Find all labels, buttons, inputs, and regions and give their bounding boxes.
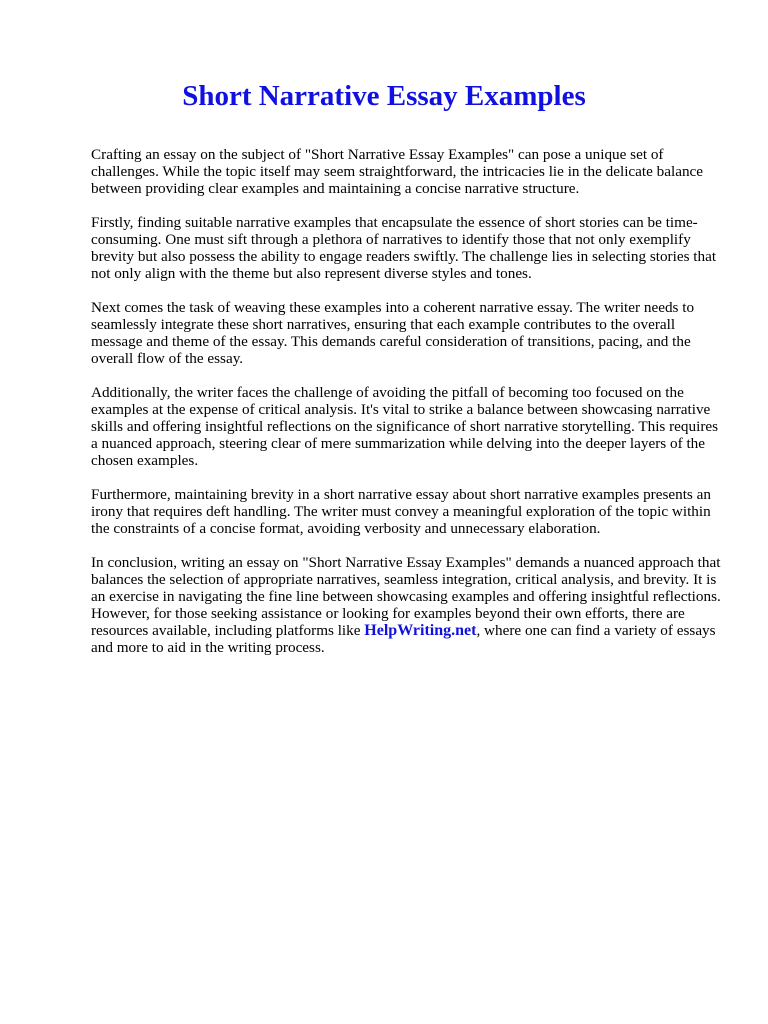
paragraph-firstly: Firstly, finding suitable narrative examples that encapsulate the essence of short stories can be time-consuming. One must sift through a plethora of narratives to identify those that not only exemplify brevity but also possess the ability to engage readers swiftly. The challenge lies in selecting stories that not only align with the theme but also represent diverse styles and tones.: [91, 214, 717, 282]
page-title: Short Narrative Essay Examples: [182, 80, 586, 112]
paragraph-conclusion: [91, 554, 727, 656]
conclusion-text-after-link: , where one can find a variety of essays and more to aid in the writing process.: [91, 622, 716, 656]
paragraph-intro: Crafting an essay on the subject of "Short Narrative Essay Examples" can pose a unique set of challenges. While the topic itself may seem straightforward, the intricacies lie in the delicate balance between providing clear examples and maintaining a concise narrative structure.: [91, 146, 704, 197]
paragraph-furthermore: Furthermore, maintaining brevity in a short narrative essay about short narrative examples presents an irony that requires deft handling. The writer must convey a meaningful exploration of the topic within the constraints of a concise format, avoiding verbosity and unnecessary elaboration.: [91, 486, 711, 537]
paragraph-next: Next comes the task of weaving these examples into a coherent narrative essay. The writer needs to seamlessly integrate these short narratives, ensuring that each example contributes to the overall message and theme of the essay. This demands careful consideration of transitions, pacing, and the overall flow of the essay.: [91, 299, 695, 367]
conclusion-text-before-link: In conclusion, writing an essay on "Short Narrative Essay Examples" demands a nuanced approach that balances the selection of appropriate narratives, seamless integration, critical analysis, and brevity. It is an exercise in navigating the fine line between showcasing examples and offering insightful reflections. However, for those seeking assistance or looking for examples beyond their own efforts, there are resources available, including platforms like: [91, 554, 721, 639]
helpwriting-link[interactable]: HelpWriting.net: [364, 622, 477, 639]
essay-body: [91, 146, 727, 673]
paragraph-additionally: Additionally, the writer faces the challenge of avoiding the pitfall of becoming too focused on the examples at the expense of critical analysis. It's vital to strike a balance between showcasing narrative skills and offering insightful reflections on the significance of short narrative storytelling. This requires a nuanced approach, steering clear of mere summarization while delving into the deeper layers of the chosen examples.: [91, 384, 719, 469]
